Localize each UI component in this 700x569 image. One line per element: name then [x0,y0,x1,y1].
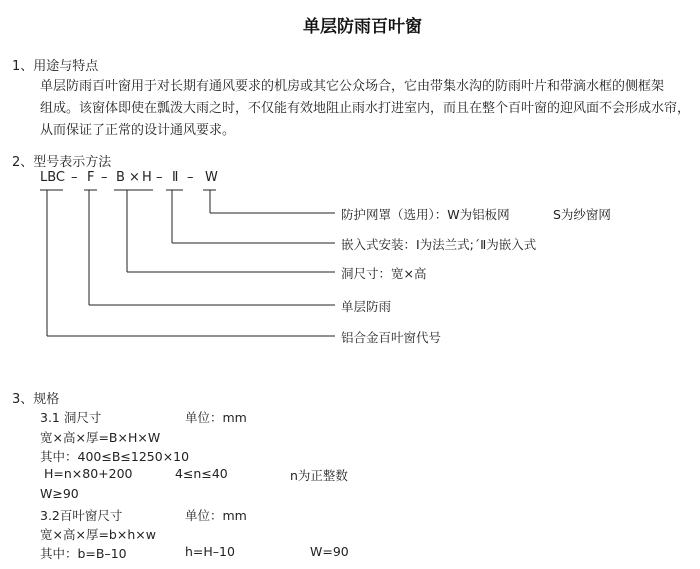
spec-opening-title: 3.1 洞尺寸 [40,410,102,425]
spec-opening-unit: 单位：mm [185,410,247,425]
spec-louver-w: W=90 [310,544,349,559]
section-heading-spec: 3、规格 [12,392,60,407]
page-title: 单层防雨百叶窗 [303,17,422,37]
spec-louver-formula: 宽×高×厚=b×h×w [40,527,156,542]
label-single-rainproof: 单层防雨 [341,299,392,314]
code-lbc: LBC [40,170,66,185]
section-heading-usage: 1、用途与特点 [12,59,99,74]
spec-opening-formula: 宽×高×厚=B×H×W [40,430,161,445]
spec-opening-n-integer: n为正整数 [290,468,348,483]
paragraph-line-3: 从而保证了正常的设计通风要求。 [40,123,236,138]
label-screen-s: S为纱窗网 [553,207,611,222]
spec-louver-h: h=H–10 [185,544,235,559]
paragraph-line-1: 单层防雨百叶窗用于对长期有通风要求的机房或其它公众场合，它由带集水沟的防雨叶片和带滴水框的侧框架 [40,79,665,94]
label-screen-w: 防护网罩（选用）：W为铝板网 [341,207,510,222]
code-dash-4: – [187,170,194,185]
spec-opening-h: H=n×80+200 [44,466,133,481]
code-times: × [129,170,140,185]
code-b: B [116,170,125,185]
label-alloy-code: 铝合金百叶窗代号 [341,330,442,345]
spec-opening-w: W≥90 [40,486,79,501]
spec-louver-title: 3.2百叶窗尺寸 [40,508,123,523]
code-dash-1: – [71,170,78,185]
spec-opening-b-range: 其中：400≤B≤1250×10 [40,449,190,464]
code-install: Ⅱ [172,170,179,185]
section-heading-model: 2、型号表示方法 [12,155,112,170]
code-w: W [205,170,218,185]
code-dash-2: – [101,170,108,185]
code-h: H [142,170,152,185]
paragraph-line-2: 组成。该窗体即使在瓢泼大雨之时，不仅能有效地阻止雨水打进室内，而且在整个百叶窗的迎风面不会形成水帘， [40,101,691,116]
spec-louver-b: 其中：b=B–10 [40,546,127,561]
code-dash-3: – [156,170,163,185]
label-opening-size: 洞尺寸：宽×高 [341,266,427,281]
spec-opening-n-range: 4≤n≤40 [175,466,228,481]
spec-louver-unit: 单位：mm [185,508,247,523]
code-f: F [87,170,95,185]
label-install: 嵌入式安装：Ⅰ为法兰式;ˊⅡ为嵌入式 [341,237,537,252]
